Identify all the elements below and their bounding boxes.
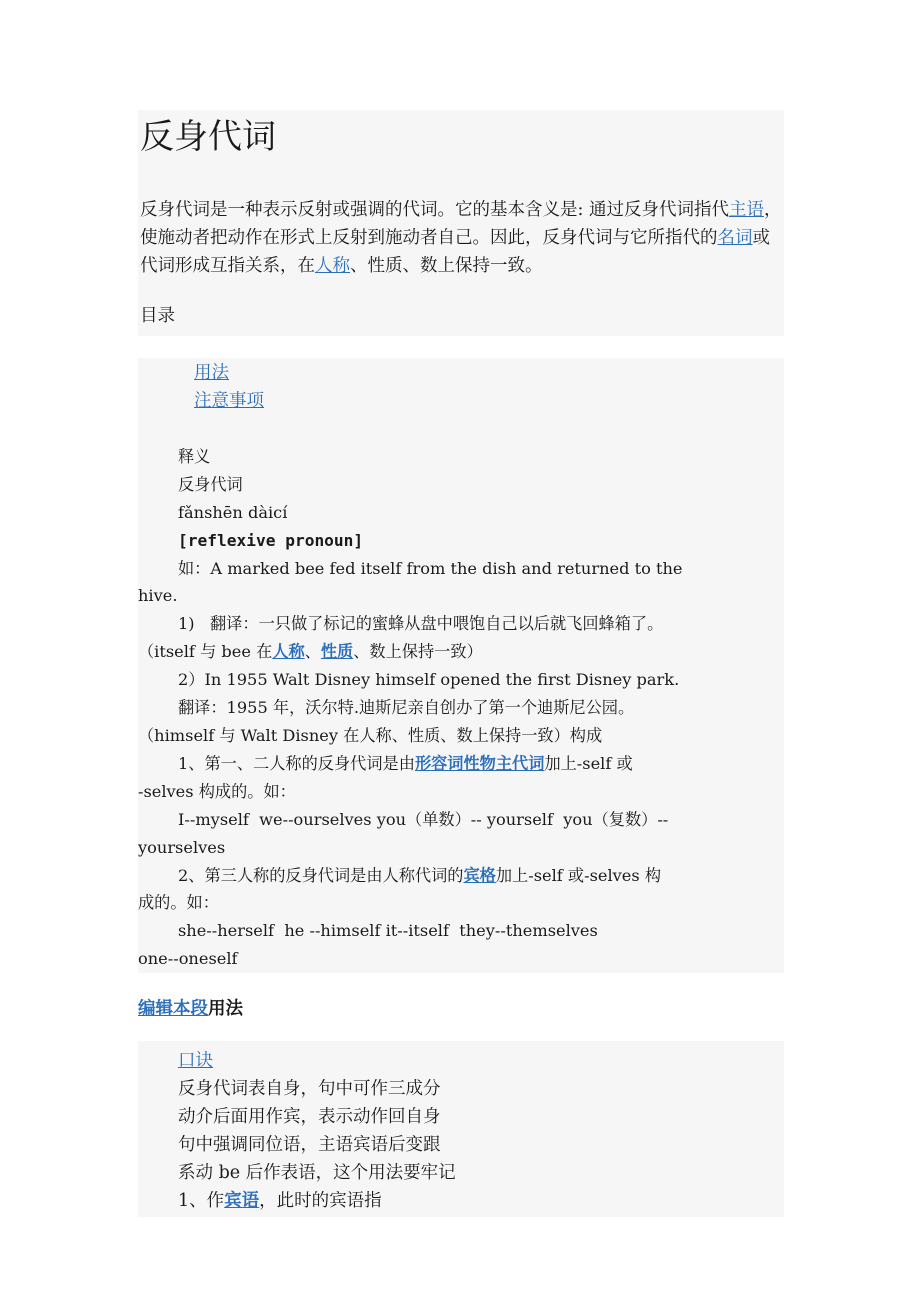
- link-subject[interactable]: 主语: [728, 200, 764, 220]
- link-noun[interactable]: 名词: [717, 228, 753, 248]
- rule-text-2-end: 加上-self 或-selves 构: [495, 865, 662, 885]
- intro-text-1: 反身代词是一种表示反射或强调的代词。它的基本含义是: 通过反身代词指代: [140, 200, 729, 220]
- link-mnemonic[interactable]: 口诀: [178, 1051, 213, 1072]
- intro-block: [138, 110, 784, 336]
- link-object[interactable]: 宾语: [224, 1191, 260, 1212]
- note-line: [138, 638, 784, 666]
- link-person-2[interactable]: 人称: [272, 642, 305, 662]
- intro-text-3: 或代词形成互指关系，在: [140, 228, 770, 276]
- rule-text-2: 2、第三人称的反身代词是由人称代词的: [178, 865, 464, 885]
- toc-label: 目录: [140, 306, 175, 326]
- mnemonic-verse: 句中强调同位语，主语宾语后变跟: [178, 1135, 441, 1156]
- intro-text-2: ，使施动者把动作在形式上反射到施动者自己。因此，反身代词与它所指代的: [140, 200, 782, 248]
- rule-text: 1、第一、二人称的反身代词是由: [178, 753, 415, 773]
- body-line: 释义: [178, 446, 211, 466]
- translation-line: 1) 翻译：一只做了标记的蜜蜂从盘中喂饱自己以后就飞回蜂箱了。: [178, 614, 664, 634]
- pairs-line-2: she--herself he --himself it--itself they--themselves: [178, 921, 598, 941]
- note-sep: 、: [304, 642, 321, 662]
- intro-text-4: 、性质、数上保持一致。: [350, 256, 543, 276]
- pairs-line-3: one--oneself: [138, 949, 238, 969]
- example-line-2: 2）In 1955 Walt Disney himself opened the first Disney park.: [178, 670, 680, 690]
- spacer: [138, 336, 784, 358]
- intro-paragraph: [140, 196, 782, 280]
- toc-item-notes[interactable]: 注意事项: [194, 391, 264, 411]
- note-line-2: （himself 与 Walt Disney 在人称、性质、数上保持一致）构成: [138, 725, 603, 745]
- mnemonic-line: [138, 1047, 784, 1075]
- section-heading-usage: [138, 995, 784, 1023]
- mnemonic-verse: 反身代词表自身，句中可作三成分: [178, 1079, 441, 1100]
- note-text-end: 、数上保持一致）: [353, 642, 483, 662]
- section-label: 用法: [208, 999, 243, 1020]
- usage-block: [138, 1041, 784, 1217]
- example-line-cont: hive.: [138, 586, 178, 606]
- usage-text-end: ，此时的宾语指: [259, 1191, 382, 1212]
- toc-item-usage[interactable]: 用法: [194, 363, 229, 383]
- rule-line-1: [138, 750, 784, 778]
- rule-line-1-cont: -selves 构成的。如：: [138, 781, 296, 801]
- page-title: 反身代词: [140, 117, 276, 157]
- note-text: （itself 与 bee 在: [138, 642, 273, 662]
- mnemonic-verse: 系动 be 后作表语，这个用法要牢记: [178, 1163, 456, 1184]
- example-line: 如：A marked bee fed itself from the dish and returned to the: [178, 558, 683, 578]
- usage-text: 1、作: [178, 1191, 225, 1212]
- usage-point-1: [138, 1187, 784, 1215]
- toc-list: [138, 358, 784, 415]
- link-person[interactable]: 人称: [315, 256, 350, 276]
- rule-text-end: 加上-self 或: [544, 753, 633, 773]
- rule-line-2: [138, 862, 784, 890]
- translation-line-2: 翻译：1955 年，沃尔特.迪斯尼亲自创办了第一个迪斯尼公园。: [178, 698, 635, 718]
- pairs-line-1-cont: yourselves: [138, 837, 226, 857]
- rule-line-2-cont: 成的。如：: [138, 893, 219, 913]
- mnemonic-verse: 动介后面用作宾，表示动作回自身: [178, 1107, 441, 1128]
- document-page: [138, 110, 784, 1217]
- link-possessive-adjective[interactable]: 形容词性物主代词: [414, 753, 545, 773]
- pinyin-line: fǎnshēn dàicí: [178, 502, 288, 522]
- definition-block: [138, 415, 784, 973]
- pairs-line-1: I--myself we--ourselves you（单数）-- yourself you（复数）--: [178, 809, 669, 829]
- body-line: 反身代词: [178, 474, 243, 494]
- edit-section-link[interactable]: 编辑本段: [138, 999, 208, 1020]
- link-objective-case[interactable]: 宾格: [463, 865, 496, 885]
- link-property[interactable]: 性质: [320, 642, 354, 662]
- english-term-line: [reflexive pronoun]: [178, 530, 364, 550]
